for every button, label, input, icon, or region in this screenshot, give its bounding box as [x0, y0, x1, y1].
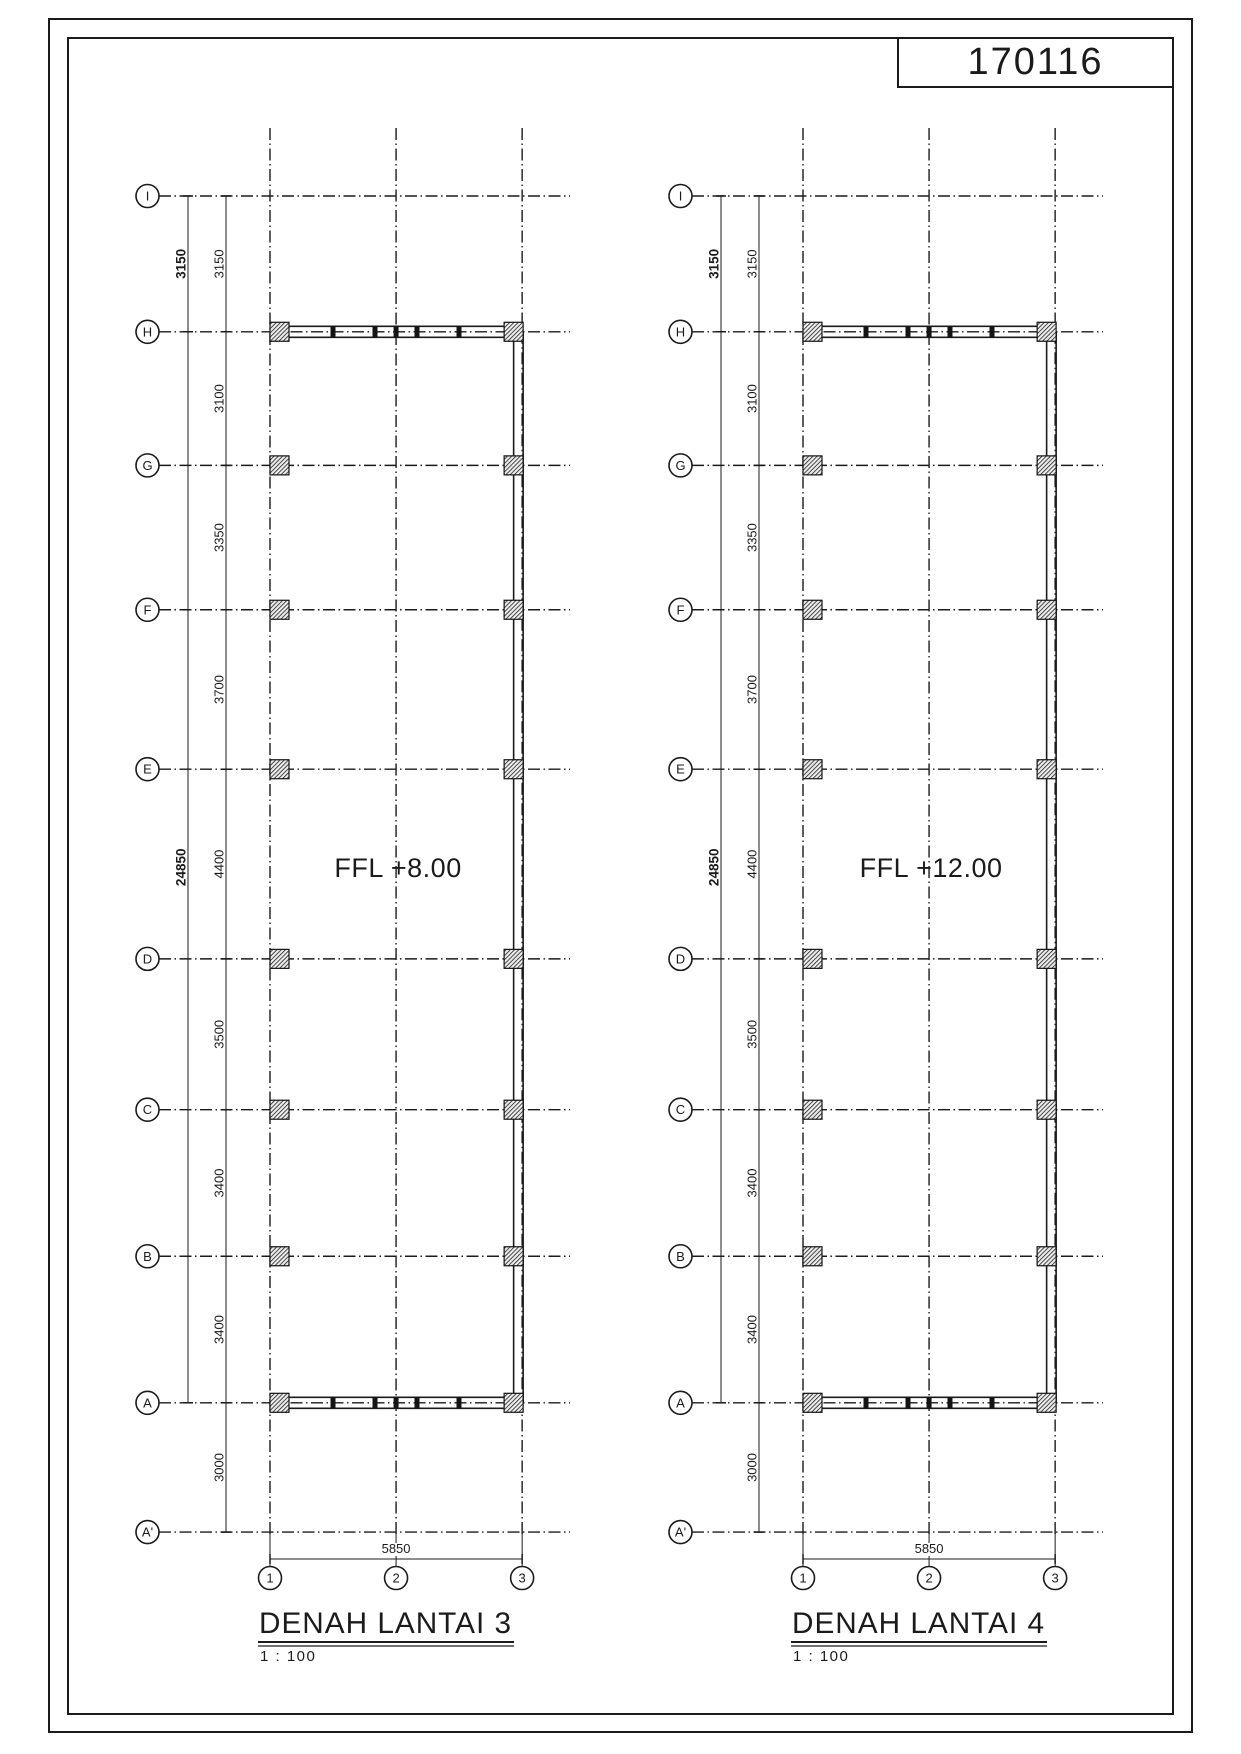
outer-dim-label: 3150	[173, 248, 189, 279]
column-marker	[803, 760, 822, 779]
sheet-number: 170116	[967, 41, 1104, 83]
row-bubble-label: D	[142, 951, 153, 967]
inner-dim-label: 3400	[744, 1168, 760, 1198]
col-bubble-label: 3	[518, 1570, 526, 1586]
plan-scale: 1 : 100	[793, 1648, 850, 1665]
row-bubble-label: C	[675, 1102, 686, 1118]
inner-dim-label: 3150	[211, 249, 227, 279]
wall-stud	[927, 326, 932, 337]
row-bubble-label: I	[145, 188, 150, 204]
column-marker	[504, 949, 523, 968]
row-bubble-label: E	[143, 761, 152, 777]
inner-dim-label: 3400	[211, 1168, 227, 1198]
plan-denah-lantai-3	[136, 128, 570, 1665]
inner-dim-label: 3400	[744, 1315, 760, 1344]
row-bubble-label: A'	[674, 1524, 687, 1540]
column-marker	[803, 456, 822, 475]
wall-stud	[990, 326, 995, 337]
column-marker	[504, 456, 523, 475]
wall-stud	[864, 326, 869, 337]
ffl-label: FFL +8.00	[334, 853, 462, 883]
column-marker	[1037, 600, 1056, 619]
column-marker	[1037, 760, 1056, 779]
wall-stud	[906, 1397, 911, 1408]
col-bubble-label: 2	[392, 1570, 400, 1586]
row-bubble-label: A	[676, 1395, 685, 1411]
outer-dim-label: 24850	[706, 848, 722, 887]
row-bubble-label: B	[676, 1248, 685, 1264]
row-bubble-label: D	[675, 951, 686, 967]
column-marker	[803, 600, 822, 619]
row-bubble-label: E	[676, 761, 685, 777]
column-marker	[504, 322, 523, 341]
wall-stud	[990, 1397, 995, 1408]
row-bubble-label: F	[143, 602, 152, 618]
column-marker	[270, 1100, 289, 1119]
column-marker	[803, 1393, 822, 1412]
column-marker	[1037, 456, 1056, 475]
bottom-dim-label: 5850	[381, 1541, 411, 1556]
inner-dim-label: 3000	[211, 1452, 227, 1482]
inner-dim-label: 3500	[744, 1019, 760, 1049]
row-bubble-label: B	[143, 1248, 152, 1264]
inner-dim-label: 3400	[211, 1315, 227, 1344]
inner-dim-label: 3700	[211, 675, 227, 704]
wall-stud	[457, 326, 462, 337]
inner-dim-label: 3350	[211, 523, 227, 553]
inner-dim-label: 3500	[211, 1019, 227, 1049]
row-bubble-label: C	[142, 1102, 153, 1118]
wall-stud	[331, 1397, 336, 1408]
column-marker	[1037, 1100, 1056, 1119]
row-bubble-label: A'	[141, 1524, 154, 1540]
col-bubble-label: 2	[925, 1570, 933, 1586]
wall-stud	[457, 1397, 462, 1408]
column-marker	[1037, 322, 1056, 341]
column-marker	[803, 949, 822, 968]
wall-stud	[373, 326, 378, 337]
column-marker	[803, 322, 822, 341]
wall-stud	[331, 326, 336, 337]
inner-dim-label: 4400	[211, 849, 227, 879]
column-marker	[270, 1247, 289, 1266]
column-marker	[504, 760, 523, 779]
column-marker	[270, 1393, 289, 1412]
column-marker	[504, 1247, 523, 1266]
column-marker	[1037, 1393, 1056, 1412]
column-marker	[270, 949, 289, 968]
wall-stud	[864, 1397, 869, 1408]
column-marker	[504, 1100, 523, 1119]
inner-dim-label: 3000	[744, 1452, 760, 1482]
column-marker	[270, 322, 289, 341]
inner-dim-label: 3100	[744, 384, 760, 414]
column-marker	[270, 600, 289, 619]
wall-stud	[394, 1397, 399, 1408]
bottom-dim-label: 5850	[914, 1541, 944, 1556]
column-marker	[803, 1100, 822, 1119]
wall-stud	[948, 326, 953, 337]
column-marker	[1037, 949, 1056, 968]
wall-stud	[415, 1397, 420, 1408]
column-marker	[270, 760, 289, 779]
wall-stud	[415, 326, 420, 337]
plan-title: DENAH LANTAI 4	[792, 1607, 1045, 1640]
inner-dim-label: 3150	[744, 249, 760, 279]
wall-stud	[906, 326, 911, 337]
inner-dim-label: 3100	[211, 384, 227, 414]
wall-stud	[394, 326, 399, 337]
outer-dim-label: 3150	[706, 248, 722, 279]
inner-dim-label: 3350	[744, 523, 760, 553]
column-marker	[504, 600, 523, 619]
column-marker	[270, 456, 289, 475]
row-bubble-label: H	[675, 324, 686, 340]
wall-stud	[373, 1397, 378, 1408]
row-bubble-label: I	[678, 188, 683, 204]
col-bubble-label: 1	[799, 1570, 807, 1586]
inner-dim-label: 3700	[744, 675, 760, 704]
row-bubble-label: H	[142, 324, 153, 340]
ffl-label: FFL +12.00	[859, 853, 1003, 883]
column-marker	[803, 1247, 822, 1266]
row-bubble-label: A	[143, 1395, 152, 1411]
plan-scale: 1 : 100	[260, 1648, 317, 1665]
row-bubble-label: G	[675, 457, 686, 473]
wall-stud	[948, 1397, 953, 1408]
column-marker	[1037, 1247, 1056, 1266]
column-marker	[504, 1393, 523, 1412]
plan-denah-lantai-4	[669, 128, 1103, 1665]
row-bubble-label: G	[142, 457, 153, 473]
outer-dim-label: 24850	[173, 848, 189, 887]
wall-stud	[927, 1397, 932, 1408]
col-bubble-label: 3	[1051, 1570, 1059, 1586]
row-bubble-label: F	[676, 602, 685, 618]
col-bubble-label: 1	[266, 1570, 274, 1586]
inner-dim-label: 4400	[744, 849, 760, 879]
plan-title: DENAH LANTAI 3	[259, 1607, 512, 1640]
